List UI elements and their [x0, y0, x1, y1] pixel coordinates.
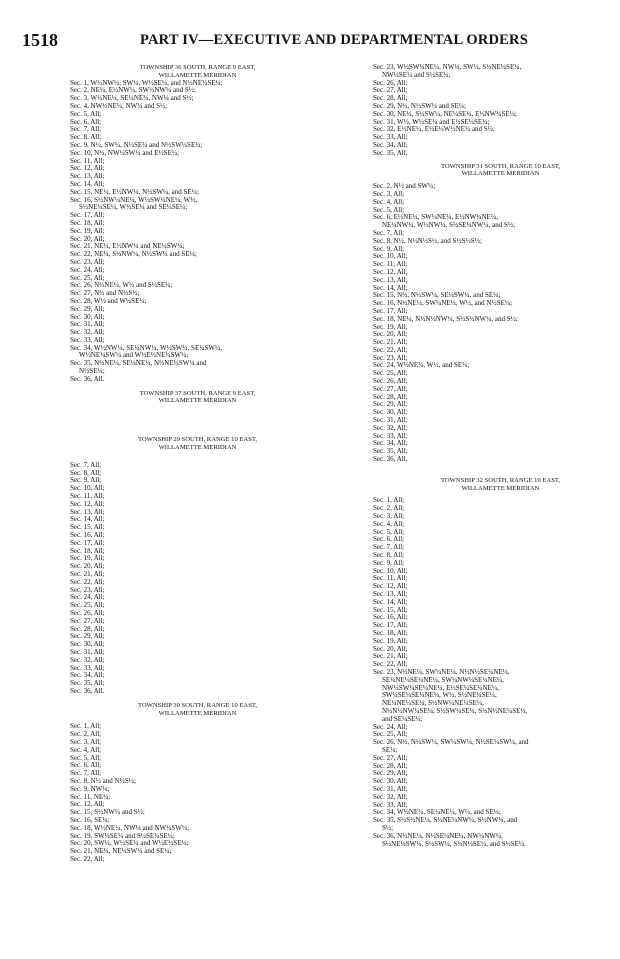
section-continuation: S½NE¼SW¼, S½SW¼, S½N½SE¼, and S½SE¼. [382, 840, 526, 848]
section-entry: Sec. 28, All; [373, 95, 408, 103]
section-entry: Sec. 2, All; [373, 505, 405, 513]
section-entry: Sec. 21, NE¼, E½NW¼ and NE¼SW¼; [70, 243, 185, 251]
section-entry: Sec. 11, NE¼; [70, 793, 111, 801]
section-entry: Sec. 1, All; [373, 497, 405, 505]
section-entry: Sec. 10, All; [373, 567, 408, 575]
section-entry: Sec. 36, N½NE¼, N½SE¼NE¼, NW¼NW¼, [373, 832, 503, 840]
section-entry: Sec. 27, All; [70, 617, 105, 625]
section-entry: Sec. 29, N½, N½SW¼ and SE¼; [373, 102, 466, 110]
section-entry: Sec. 7, All; [373, 544, 405, 552]
section-entry: Sec. 36, All. [373, 456, 408, 464]
section-entry: Sec. 23, W½SW¼NE¼, NW¼, SW¼, S½NE¼SE¼, [373, 64, 522, 71]
page-header [22, 30, 602, 50]
section-entry: Sec. 15, All; [70, 524, 105, 532]
section-entry: Sec. 20, All; [373, 331, 408, 339]
section-entry: Sec. 17, All; [373, 622, 408, 630]
section-entry: Sec. 17, All; [70, 539, 105, 547]
section-entry: Sec. 33, All; [373, 432, 408, 440]
section-entry: Sec. 9, NW¼; [70, 785, 110, 793]
section-entry: Sec. 22, All; [373, 346, 408, 354]
section-entry: Sec. 8, All; [70, 134, 102, 142]
section-entry: Sec. 3, W½NE¼, SE¼NE¼, NW¼ and S½; [70, 95, 194, 103]
section-continuation: SE¼; [382, 746, 398, 754]
township-heading: WILLAMETTE MERIDIAN [461, 484, 540, 492]
section-entry: Sec. 36, All. [70, 687, 105, 695]
section-entry: Sec. 2, N½ and SW¼; [373, 183, 436, 191]
section-entry: Sec. 24, W½NE¼, W½, and SE¼; [373, 362, 470, 370]
township-heading: TOWNSHIP 32 SOUTH, RANGE 10 EAST, [440, 476, 561, 484]
section-entry: Sec. 7, All; [373, 229, 405, 237]
section-entry: Sec. 29, All; [373, 770, 408, 778]
section-entry: Sec. 34, W½NW¼, SE¼NW¼, W½SW¼, SE¼SW¼, [70, 344, 222, 352]
section-entry: Sec. 31, W½, W½SE¼ and E½SE¼SE¼; [373, 118, 490, 126]
section-entry: Sec. 7, All; [70, 461, 102, 469]
section-entry: Sec. 21, NE¼, NE¼SW¼ and SE¼; [70, 848, 172, 856]
township-heading: TOWNSHIP 31 SOUTH, RANGE 10 EAST, [440, 162, 561, 170]
section-entry: Sec. 12, All; [70, 500, 105, 508]
section-entry: Sec. 19, All; [373, 323, 408, 331]
section-continuation: S½NE¼SE¼, W½SE¼ and SE¼SE¼; [79, 204, 188, 212]
section-continuation: NE¼NE¼SE¼, S½NW¼NE¼SE¼, [382, 700, 484, 708]
spacer [70, 405, 325, 436]
section-entry: Sec. 10, All; [70, 485, 105, 493]
section-entry: Sec. 27, N½ and N½S½; [70, 290, 140, 298]
section-entry: Sec. 33, All; [70, 336, 105, 344]
township-heading: WILLAMETTE MERIDIAN [158, 709, 237, 717]
township-heading: TOWNSHIP 36 SOUTH, RANGE 9 EAST, [139, 64, 256, 71]
section-entry: Sec. 8, N½ and N½S½; [70, 777, 136, 785]
section-entry: Sec. 3, All; [70, 738, 102, 746]
section-entry: Sec. 32, All; [373, 793, 408, 801]
section-entry: Sec. 35, N½NE¼, SE¼NE¼, N½NE¼SW¼ and [70, 360, 207, 368]
section-entry: Sec. 18, W½NE¼, NW¼ and NW¼SW¼; [70, 824, 190, 832]
section-entry: Sec. 8, All; [70, 469, 102, 477]
section-entry: Sec. 7, All; [70, 126, 102, 134]
section-entry: Sec. 14, All; [70, 516, 105, 524]
section-entry: Sec. 32, All; [373, 424, 408, 432]
section-entry: Sec. 24, All; [70, 266, 105, 274]
section-entry: Sec. 35, All; [373, 149, 408, 157]
section-entry: Sec. 13, All; [70, 173, 105, 181]
section-entry: Sec. 16, N½NE¼, SW¼NE¼, W½, and N½SE¼; [373, 300, 513, 308]
section-entry: Sec. 25, All; [373, 731, 408, 739]
right-column [373, 64, 620, 848]
section-entry: Sec. 19, All; [70, 555, 105, 563]
section-entry: Sec. 5, All; [373, 528, 405, 536]
section-entry: Sec. 15, S½NW¼ and S½; [70, 809, 145, 817]
section-entry: Sec. 25, All; [70, 274, 105, 282]
section-entry: Sec. 7, All; [70, 770, 102, 778]
section-entry: Sec. 24, All; [373, 723, 408, 731]
section-entry: Sec. 31, All; [70, 321, 105, 329]
section-entry: Sec. 22, NE¼, S½NW¼, N½SW¼ and SE¼; [70, 251, 197, 259]
section-entry: Sec. 32, All; [70, 656, 105, 664]
section-entry: Sec. 11, All; [70, 157, 105, 165]
section-entry: Sec. 8, All; [373, 552, 405, 560]
section-entry: Sec. 4, All; [70, 746, 102, 754]
section-entry: Sec. 29, All; [373, 401, 408, 409]
section-entry: Sec. 2, NE¼, E½NW¼, SW½NW¼ and S½; [70, 87, 196, 95]
section-continuation: S½; [382, 824, 394, 832]
section-continuation: N½N½NW¼SE¼, S½SW¼SE¼, S½N½NE¼SE¼, [382, 707, 528, 715]
spacer [373, 464, 620, 477]
section-entry: Sec. 28, All; [373, 762, 408, 770]
section-entry: Sec. 27, All; [373, 87, 408, 95]
section-entry: Sec. 15, All; [373, 606, 408, 614]
township-heading: WILLAMETTE MERIDIAN [461, 170, 540, 178]
section-entry: Sec. 15, NE¼, E½NW¼, N½SW¼, and SE¼; [70, 188, 199, 196]
section-entry: Sec. 13, All; [373, 591, 408, 598]
section-entry: Sec. 20, SW¼, W½SE¼ and W½E½SE¼; [70, 840, 189, 848]
section-entry: Sec. 19, SW¼SE¼ and S½SE¼SE¼; [70, 832, 175, 840]
section-entry: Sec. 34, All; [373, 141, 408, 149]
section-entry: Sec. 35, All; [373, 448, 408, 456]
section-entry: Sec. 11, All; [70, 493, 105, 501]
section-entry: Sec. 5, All; [70, 110, 102, 118]
section-entry: Sec. 3, All; [373, 513, 405, 521]
section-entry: Sec. 12, All; [70, 165, 105, 173]
section-entry: Sec. 22, All; [373, 661, 408, 669]
section-entry: Sec. 6, All; [373, 536, 405, 544]
section-entry: Sec. 11, All; [373, 575, 408, 583]
spacer [70, 452, 325, 462]
section-entry: Sec. 10, N½, NW¼SW¼ and E½SE¼; [70, 149, 180, 157]
section-entry: Sec. 30, All; [70, 313, 105, 321]
section-continuation: NW¼SW¼SE¼NE¼, E½SE¼SE¼NE¼, [382, 684, 499, 692]
page-title: PART IV—EXECUTIVE AND DEPARTMENTAL ORDERS [140, 32, 528, 48]
section-entry: Sec. 33, All; [373, 134, 408, 142]
section-entry: Sec. 32, E½NE¼, E½E½W½NE¼ and S½; [373, 126, 495, 134]
section-entry: Sec. 34, All; [373, 440, 408, 448]
section-entry: Sec. 25, All; [373, 370, 408, 378]
section-entry: Sec. 26, All; [373, 378, 408, 386]
section-entry: Sec. 4, NW½NE¼, NW¼ and S½; [70, 102, 168, 110]
section-entry: Sec. 28, All; [373, 393, 408, 401]
township-heading: WILLAMETTE MERIDIAN [158, 71, 237, 79]
township-heading: WILLAMETTE MERIDIAN [158, 444, 237, 452]
section-entry: Sec. 11, All; [373, 261, 408, 269]
section-entry: Sec. 22, All; [70, 578, 105, 586]
section-entry: Sec. 16, SE¼; [70, 816, 110, 824]
section-entry: Sec. 18, All; [70, 219, 105, 227]
section-entry: Sec. 31, All; [70, 648, 105, 656]
section-entry: Sec. 29, All; [70, 633, 105, 641]
section-entry: Sec. 13, All; [70, 508, 105, 516]
section-entry: Sec. 30, All; [373, 778, 408, 786]
section-continuation: W½NE¼SW¼ and W½E½NE¼SW¼; [79, 352, 189, 360]
section-entry: Sec. 9, N½, SW¼, N½SE¼ and N½SW¼SE¼; [70, 141, 203, 149]
section-entry: Sec. 16, All; [373, 614, 408, 622]
section-entry: Sec. 36, All. [70, 375, 105, 383]
section-entry: Sec. 2, All; [70, 731, 102, 739]
section-entry: Sec. 30, All; [373, 409, 408, 417]
section-entry: Sec. 23, N½NE¼, SW¼NE¼, N½N½SE¼NE¼, [373, 668, 510, 676]
section-entry: Sec. 1, W½NW¼, SW¼, W½SE¼, and N½NE¼SE¼; [70, 79, 223, 87]
section-entry: Sec. 23, All; [70, 258, 105, 266]
section-entry: Sec. 17, All; [373, 307, 408, 315]
section-entry: Sec. 17, All; [70, 212, 105, 220]
section-entry: Sec. 21, All; [373, 653, 408, 661]
township-heading: TOWNSHIP 30 SOUTH, RANGE 10 EAST, [137, 701, 258, 709]
section-entry: Sec. 32, All; [70, 329, 105, 337]
section-entry: Sec. 19, All; [373, 637, 408, 645]
section-entry: Sec. 29, All; [70, 305, 105, 313]
section-entry: Sec. 12, All; [373, 583, 408, 591]
section-entry: Sec. 18, All; [70, 547, 105, 555]
section-entry: Sec. 6, All; [70, 118, 102, 126]
section-entry: Sec. 28, All; [70, 625, 105, 633]
section-continuation: NE¼NW¼, W½NW¼, S½SE¼NW¼, and S½; [382, 222, 516, 230]
section-entry: Sec. 14, All; [373, 284, 408, 292]
section-entry: Sec. 20, All; [373, 645, 408, 653]
section-entry: Sec. 14, All; [373, 598, 408, 606]
section-continuation: SW¼SE¼SE¼NE¼, W½, S½NE¼SE¼, [382, 692, 497, 700]
section-entry: Sec. 33, All; [373, 801, 408, 809]
section-entry: Sec. 8, N½, N½N½S½, and S½S½S½; [373, 237, 482, 245]
section-entry: Sec. 31, All; [373, 785, 408, 793]
section-entry: Sec. 9, All; [373, 245, 405, 253]
section-entry: Sec. 33, All; [70, 664, 105, 672]
section-entry: Sec. 34, W½NE¼, SE¼NE¼, W½, and SE¼; [373, 809, 501, 817]
section-entry: Sec. 18, All; [373, 629, 408, 637]
section-entry: Sec. 6, All; [70, 762, 102, 770]
section-entry: Sec. 12, All; [373, 268, 408, 276]
section-entry: Sec. 27, All; [373, 754, 408, 762]
section-entry: Sec. 16, S½NW¼NE¼, W½SW¼NE¼, W½, [70, 196, 198, 204]
section-entry: Sec. 30, All; [70, 641, 105, 649]
section-entry: Sec. 20, All; [70, 235, 105, 243]
section-entry: Sec. 1, All; [70, 723, 102, 731]
section-entry: Sec. 12, All; [70, 801, 105, 809]
page-number: 1518 [22, 30, 58, 50]
section-entry: Sec. 25, All; [70, 602, 105, 610]
township-heading: WILLAMETTE MERIDIAN [158, 397, 237, 405]
section-entry: Sec. 9, All; [70, 477, 102, 485]
section-entry: Sec. 20, All; [70, 563, 105, 571]
section-entry: Sec. 21, All; [70, 571, 105, 579]
section-entry: Sec. 3, All; [373, 190, 405, 198]
section-entry: Sec. 5, All; [373, 206, 405, 214]
township-heading: TOWNSHIP 37 SOUTH, RANGE 9 EAST, [139, 389, 256, 397]
township-heading: TOWNSHIP 29 SOUTH, RANGE 10 EAST, [137, 436, 258, 444]
section-entry: Sec. 14, All; [70, 180, 105, 188]
section-entry: Sec. 26, All; [373, 79, 408, 87]
section-entry: Sec. 26, N½NE¼, W½ and S½SE¼; [70, 282, 173, 290]
section-entry: Sec. 35, All; [70, 680, 105, 688]
section-entry: Sec. 23, All; [373, 354, 408, 362]
section-entry: Sec. 30, NE¼, S½SW¼, NE¼SE¼, E½NW¼SE¼; [373, 110, 517, 118]
section-entry: Sec. 23, All; [70, 586, 105, 594]
section-entry: Sec. 16, All; [70, 532, 105, 540]
left-column [70, 64, 325, 864]
section-entry: Sec. 15, N½, N½SW¼, SE¼SW¼, and SE¼; [373, 292, 501, 300]
section-entry: Sec. 24, All; [70, 594, 105, 602]
section-entry: Sec. 31, All; [373, 417, 408, 425]
section-entry: Sec. 34, All; [70, 672, 105, 680]
section-entry: Sec. 26, N½, N½SW¼, SW¼SW¼, N½SE¼SW¼, and [373, 739, 529, 747]
section-entry: Sec. 18, NE¼, N½N½NW¼, S½S½NW¼, and S½; [373, 315, 518, 323]
section-continuation: N½SE¼; [79, 368, 105, 376]
section-entry: Sec. 28, W½ and W½SE¼; [70, 297, 147, 305]
section-entry: Sec. 26, All; [70, 610, 105, 617]
section-entry: Sec. 4, All; [373, 198, 405, 206]
section-entry: Sec. 21, All; [373, 339, 408, 347]
section-entry: Sec. 9, All; [373, 559, 405, 567]
section-entry: Sec. 19, All; [70, 227, 105, 235]
section-entry: Sec. 22, All; [70, 855, 105, 863]
section-entry: Sec. 13, All; [373, 276, 408, 284]
section-entry: Sec. 5, All; [70, 754, 102, 762]
section-continuation: and SE¼SE¼; [382, 715, 423, 723]
section-entry: Sec. 4, All; [373, 520, 405, 528]
section-continuation: SE¼NE¼SE¼NE¼, SW¼NW¼SE¼NE¼, [382, 676, 504, 684]
section-entry: Sec. 10, All; [373, 253, 408, 261]
section-entry: Sec. 6, E½NE¼, SW¼NE¼, E½NW¼NE¼, [373, 214, 498, 222]
section-entry: Sec. 35, S½S½NE¼, S½NE¼NW¼, S½NW¼, and [373, 817, 518, 825]
section-entry: Sec. 27, All; [373, 385, 408, 393]
section-continuation: NW¼SE¼ and S½SE¼; [382, 71, 451, 79]
